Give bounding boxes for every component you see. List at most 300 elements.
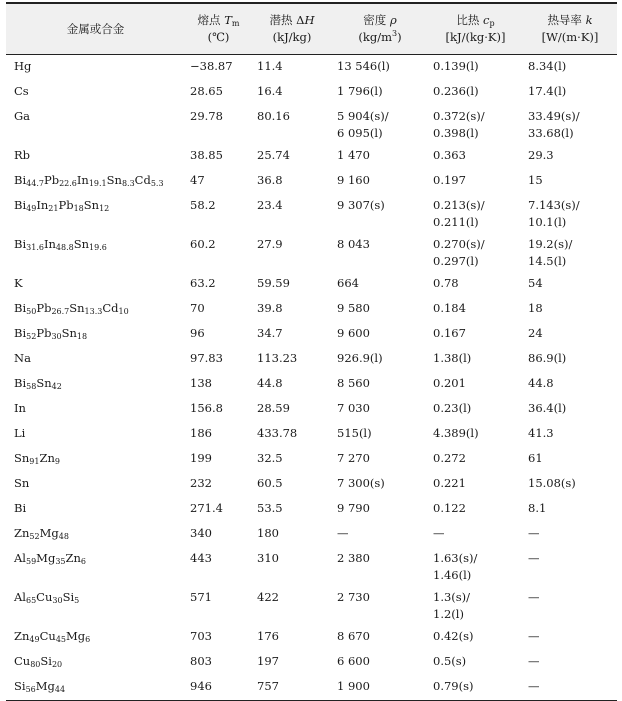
element-symbol: Cs	[14, 84, 29, 98]
element-symbol: In	[36, 198, 49, 212]
cell-line: 7 030	[337, 401, 370, 415]
element-symbol: Mg	[35, 679, 55, 693]
element-symbol: Bi	[14, 173, 27, 187]
melting-point-cell: 199	[190, 451, 212, 465]
table-row	[6, 233, 617, 272]
element-fraction: 21	[48, 204, 59, 213]
conductivity-cell	[523, 586, 617, 625]
density-cell	[332, 105, 428, 144]
density-cell	[332, 422, 428, 447]
material-name-cell	[6, 522, 185, 547]
header-specific-heat-label: 比热	[456, 13, 480, 27]
cell-line: 44.8	[528, 376, 554, 390]
element-symbol: Zn	[65, 551, 81, 565]
element-fraction: 91	[29, 457, 40, 466]
element-symbol: Hg	[14, 59, 32, 73]
header-latent-label: 潜热 Δ	[269, 13, 305, 27]
header-density-symbol: ρ	[389, 13, 397, 27]
melting-point-cell: 571	[190, 590, 212, 604]
header-melting-symbol: T	[224, 13, 232, 27]
cell-line: 24	[528, 326, 543, 340]
cell-line: 926.9(l)	[337, 351, 383, 365]
element-fraction: 18	[73, 204, 84, 213]
cell-line: 0.5(s)	[433, 654, 467, 668]
element-symbol: Mg	[36, 551, 56, 565]
element-symbol: Li	[14, 426, 26, 440]
cell-line: 15	[528, 173, 543, 187]
cell-line: 54	[528, 276, 543, 290]
header-melting-sub: m	[231, 19, 240, 28]
melting-point-cell: 271.4	[190, 501, 223, 515]
cell-line: 0.122	[433, 501, 466, 515]
latent-heat-cell: 23.4	[257, 198, 283, 212]
cell-line: 1 900	[337, 679, 370, 693]
melting-point-cell: 28.65	[190, 84, 223, 98]
latent-heat-cell: 80.16	[257, 109, 290, 123]
cell-line: 0.184	[433, 301, 466, 315]
cell-line: 36.4(l)	[528, 401, 567, 415]
density-cell	[332, 80, 428, 105]
element-fraction: 10	[118, 307, 129, 316]
header-latent-heat	[252, 3, 332, 55]
element-fraction: 8.3	[121, 179, 135, 188]
melting-point-cell: 156.8	[190, 401, 223, 415]
cell-line: —	[528, 654, 540, 668]
latent-heat-cell: 113.23	[257, 351, 298, 365]
header-material	[6, 3, 185, 55]
conductivity-cell	[523, 105, 617, 144]
specific-heat-cell	[428, 169, 523, 194]
element-fraction: 30	[52, 596, 63, 605]
header-density	[332, 3, 428, 55]
cell-line: 86.9(l)	[528, 351, 567, 365]
cell-line: —	[528, 551, 540, 565]
density-cell	[332, 650, 428, 675]
element-fraction: 6	[80, 557, 86, 566]
element-fraction: 58	[26, 382, 37, 391]
element-symbol: Bi	[14, 376, 27, 390]
element-fraction: 49	[26, 204, 37, 213]
cell-line: 9 790	[337, 501, 370, 515]
melting-point-cell: 138	[190, 376, 212, 390]
latent-heat-cell: 422	[257, 590, 279, 604]
density-cell	[332, 322, 428, 347]
density-cell	[332, 347, 428, 372]
density-cell	[332, 194, 428, 233]
header-density-unit-text: (kg/m	[358, 30, 392, 44]
table-row	[6, 297, 617, 322]
cell-line: 9 160	[337, 173, 370, 187]
element-symbol: Bi	[14, 198, 27, 212]
table-body	[6, 55, 617, 701]
cell-line: 18	[528, 301, 543, 315]
cell-line: 7.143(s)/	[528, 198, 580, 212]
density-cell	[332, 55, 428, 81]
latent-heat-cell: 25.74	[257, 148, 290, 162]
element-symbol: Pb	[36, 326, 52, 340]
element-symbol: Cd	[102, 301, 119, 315]
latent-heat-cell: 59.59	[257, 276, 290, 290]
density-cell	[332, 547, 428, 586]
table-row	[6, 586, 617, 625]
conductivity-cell	[523, 169, 617, 194]
cell-line: 0.78	[433, 276, 459, 290]
header-conductivity-symbol: k	[585, 13, 593, 27]
conductivity-cell	[523, 650, 617, 675]
table-row	[6, 397, 617, 422]
element-fraction: 18	[76, 332, 88, 341]
conductivity-cell	[523, 497, 617, 522]
cell-line: 4.389(l)	[433, 426, 479, 440]
element-fraction: 42	[51, 382, 62, 391]
element-fraction: 56	[25, 685, 36, 694]
element-symbol: Zn	[14, 526, 30, 540]
density-cell	[332, 625, 428, 650]
element-fraction: 59	[25, 557, 37, 566]
cell-line: 0.372(s)/	[433, 109, 485, 123]
element-symbol: Bi	[14, 237, 27, 251]
latent-heat-cell: 176	[257, 629, 279, 643]
density-cell	[332, 522, 428, 547]
specific-heat-cell	[428, 144, 523, 169]
specific-heat-cell	[428, 675, 523, 701]
header-specific-heat-unit: [kJ/(kg·K)]	[445, 30, 506, 44]
material-name-cell	[6, 547, 185, 586]
alloy-properties-table	[6, 2, 617, 701]
latent-heat-cell: 32.5	[257, 451, 283, 465]
element-fraction: 48.8	[55, 243, 74, 252]
header-melting-label: 熔点	[197, 13, 221, 27]
cell-line: 6 095(l)	[337, 126, 383, 140]
element-fraction: 19.6	[89, 243, 107, 252]
element-fraction: 13.3	[84, 307, 103, 316]
table-row	[6, 194, 617, 233]
cell-line: 0.221	[433, 476, 466, 490]
table-row	[6, 447, 617, 472]
element-fraction: 80	[30, 660, 41, 669]
cell-line: 0.398(l)	[433, 126, 479, 140]
cell-line: 0.23(l)	[433, 401, 472, 415]
material-name-cell	[6, 347, 185, 372]
element-symbol: Pb	[58, 198, 74, 212]
header-melting-point	[185, 3, 252, 55]
element-symbol: Pb	[43, 173, 60, 187]
cell-line: —	[528, 590, 540, 604]
cell-line: 664	[337, 276, 359, 290]
table-row	[6, 422, 617, 447]
cell-line: 41.3	[528, 426, 554, 440]
cell-line: 29.3	[528, 148, 554, 162]
table-header	[6, 3, 617, 55]
density-cell	[332, 372, 428, 397]
melting-point-cell: 47	[190, 173, 205, 187]
specific-heat-cell	[428, 522, 523, 547]
cell-line: —	[528, 526, 540, 540]
latent-heat-cell: 180	[257, 526, 279, 540]
melting-point-cell: 38.85	[190, 148, 223, 162]
cell-line: 0.297(l)	[433, 254, 479, 268]
melting-point-cell: 946	[190, 679, 212, 693]
cell-line: 7 300(s)	[337, 476, 385, 490]
conductivity-cell	[523, 522, 617, 547]
element-symbol: Al	[14, 590, 26, 604]
element-symbol: Mg	[39, 526, 59, 540]
cell-line: 0.363	[433, 148, 466, 162]
latent-heat-cell: 36.8	[257, 173, 283, 187]
material-name-cell	[6, 194, 185, 233]
cell-line: 2 380	[337, 551, 370, 565]
element-fraction: 20	[51, 660, 63, 669]
cell-line: 0.42(s)	[433, 629, 474, 643]
header-density-unit	[332, 29, 428, 46]
latent-heat-cell: 60.5	[257, 476, 283, 490]
cell-line: 0.211(l)	[433, 215, 479, 229]
density-cell	[332, 144, 428, 169]
cell-line: 19.2(s)/	[528, 237, 573, 251]
cell-line: 1.63(s)/	[433, 551, 478, 565]
latent-heat-cell: 11.4	[257, 59, 283, 73]
header-density-unit-sup: 3	[392, 29, 398, 39]
material-name-cell	[6, 322, 185, 347]
cell-line: 0.270(s)/	[433, 237, 485, 251]
material-name-cell	[6, 297, 185, 322]
element-symbol: Sn	[83, 198, 100, 212]
latent-heat-cell: 39.8	[257, 301, 283, 315]
element-fraction: 52	[29, 532, 40, 541]
density-cell	[332, 675, 428, 701]
header-specific-heat-symbol: c	[483, 13, 490, 27]
element-fraction: 49	[29, 635, 40, 644]
specific-heat-cell	[428, 586, 523, 625]
material-name-cell	[6, 650, 185, 675]
element-fraction: 65	[25, 596, 37, 605]
element-fraction: 45	[55, 635, 66, 644]
specific-heat-cell	[428, 347, 523, 372]
specific-heat-cell	[428, 497, 523, 522]
element-fraction: 12	[99, 204, 110, 213]
element-fraction: 35	[55, 557, 66, 566]
material-name-cell	[6, 397, 185, 422]
specific-heat-cell	[428, 105, 523, 144]
latent-heat-cell: 16.4	[257, 84, 283, 98]
element-symbol: Al	[14, 551, 26, 565]
element-fraction: 50	[26, 307, 37, 316]
material-name-cell	[6, 144, 185, 169]
specific-heat-cell	[428, 472, 523, 497]
cell-line: 1 796(l)	[337, 84, 383, 98]
element-symbol: Pb	[36, 301, 52, 315]
element-symbol: Bi	[14, 301, 27, 315]
cell-line: —	[433, 526, 445, 540]
cell-line: 0.236(l)	[433, 84, 479, 98]
latent-heat-cell: 44.8	[257, 376, 283, 390]
element-fraction: 5	[74, 596, 80, 605]
element-symbol: Si	[14, 679, 26, 693]
element-fraction: 31.6	[26, 243, 44, 252]
table-row	[6, 144, 617, 169]
specific-heat-cell	[428, 297, 523, 322]
cell-line: 8 560	[337, 376, 370, 390]
element-symbol: Zn	[14, 629, 30, 643]
element-symbol: In	[14, 401, 26, 415]
element-symbol: Cd	[134, 173, 151, 187]
material-name-cell	[6, 675, 185, 701]
cell-line: —	[528, 629, 540, 643]
melting-point-cell: 443	[190, 551, 212, 565]
conductivity-cell	[523, 472, 617, 497]
latent-heat-cell: 53.5	[257, 501, 283, 515]
cell-line: 0.167	[433, 326, 466, 340]
melting-point-cell: 96	[190, 326, 205, 340]
cell-line: 1 470	[337, 148, 370, 162]
latent-heat-cell: 27.9	[257, 237, 283, 251]
cell-line: 7 270	[337, 451, 370, 465]
specific-heat-cell	[428, 55, 523, 81]
material-name-cell	[6, 625, 185, 650]
table-row	[6, 547, 617, 586]
cell-line: 33.49(s)/	[528, 109, 580, 123]
specific-heat-cell	[428, 650, 523, 675]
table-row	[6, 55, 617, 81]
conductivity-cell	[523, 347, 617, 372]
cell-line: 13 546(l)	[337, 59, 390, 73]
conductivity-cell	[523, 322, 617, 347]
element-symbol: Sn	[14, 451, 30, 465]
cell-line: 0.139(l)	[433, 59, 479, 73]
table-row	[6, 625, 617, 650]
cell-line: 1.2(l)	[433, 607, 464, 621]
melting-point-cell: 29.78	[190, 109, 223, 123]
conductivity-cell	[523, 625, 617, 650]
cell-line: 15.08(s)	[528, 476, 576, 490]
specific-heat-cell	[428, 625, 523, 650]
header-material-label: 金属或合金	[66, 21, 125, 36]
element-symbol: Mg	[66, 629, 86, 643]
conductivity-cell	[523, 422, 617, 447]
element-symbol: Si	[62, 590, 75, 604]
element-symbol: In	[43, 237, 56, 251]
header-density-label: 密度	[363, 13, 387, 27]
cell-line: 17.4(l)	[528, 84, 567, 98]
conductivity-cell	[523, 233, 617, 272]
cell-line: 6 600	[337, 654, 370, 668]
specific-heat-cell	[428, 422, 523, 447]
header-specific-heat-sub: p	[489, 19, 495, 28]
melting-point-cell: 58.2	[190, 198, 216, 212]
header-conductivity-label: 热导率	[547, 13, 582, 27]
table-row	[6, 272, 617, 297]
specific-heat-cell	[428, 80, 523, 105]
material-name-cell	[6, 272, 185, 297]
material-name-cell	[6, 55, 185, 81]
specific-heat-cell	[428, 547, 523, 586]
table-row	[6, 372, 617, 397]
material-name-cell	[6, 472, 185, 497]
element-symbol: Cu	[36, 590, 53, 604]
cell-line: 0.272	[433, 451, 466, 465]
latent-heat-cell: 757	[257, 679, 279, 693]
cell-line: 8.34(l)	[528, 59, 567, 73]
cell-line: 8.1	[528, 501, 547, 515]
cell-line: 10.1(l)	[528, 215, 567, 229]
table-row	[6, 497, 617, 522]
table-row	[6, 169, 617, 194]
density-cell	[332, 397, 428, 422]
header-specific-heat	[428, 3, 523, 55]
element-symbol: Sn	[69, 301, 85, 315]
element-symbol: Ga	[14, 109, 31, 123]
cell-line: 1.3(s)/	[433, 590, 471, 604]
cell-line: 2 730	[337, 590, 370, 604]
table-row	[6, 675, 617, 701]
material-name-cell	[6, 586, 185, 625]
material-name-cell	[6, 105, 185, 144]
header-latent-symbol: H	[304, 13, 315, 27]
melting-point-cell: 340	[190, 526, 212, 540]
specific-heat-cell	[428, 372, 523, 397]
cell-line: 61	[528, 451, 543, 465]
latent-heat-cell: 28.59	[257, 401, 290, 415]
density-cell	[332, 272, 428, 297]
element-symbol: Cu	[14, 654, 31, 668]
element-fraction: 6	[85, 635, 91, 644]
cell-line: 14.5(l)	[528, 254, 567, 268]
cell-line: 0.79(s)	[433, 679, 474, 693]
header-latent-unit: (kJ/kg)	[272, 30, 312, 44]
cell-line: 1.38(l)	[433, 351, 472, 365]
cell-line: 8 043	[337, 237, 370, 251]
table-row	[6, 105, 617, 144]
conductivity-cell	[523, 675, 617, 701]
element-fraction: 9	[54, 457, 60, 466]
material-name-cell	[6, 447, 185, 472]
latent-heat-cell: 34.7	[257, 326, 283, 340]
element-symbol: K	[14, 276, 23, 290]
latent-heat-cell: 310	[257, 551, 279, 565]
table-row	[6, 522, 617, 547]
material-name-cell	[6, 372, 185, 397]
melting-point-cell: 186	[190, 426, 212, 440]
density-cell	[332, 586, 428, 625]
element-fraction: 19.1	[88, 179, 107, 188]
conductivity-cell	[523, 447, 617, 472]
conductivity-cell	[523, 547, 617, 586]
density-cell	[332, 472, 428, 497]
element-fraction: 44.7	[26, 179, 44, 188]
element-fraction: 52	[26, 332, 37, 341]
melting-point-cell: 97.83	[190, 351, 223, 365]
element-fraction: 48	[58, 532, 69, 541]
material-name-cell	[6, 497, 185, 522]
cell-line: 0.197	[433, 173, 466, 187]
conductivity-cell	[523, 297, 617, 322]
element-symbol: Sn	[106, 173, 122, 187]
melting-point-cell: 70	[190, 301, 205, 315]
cell-line: 8 670	[337, 629, 370, 643]
header-conductivity	[523, 3, 617, 55]
specific-heat-cell	[428, 322, 523, 347]
latent-heat-cell: 197	[257, 654, 279, 668]
specific-heat-cell	[428, 194, 523, 233]
conductivity-cell	[523, 194, 617, 233]
element-symbol: Cu	[39, 629, 56, 643]
element-fraction: 5.3	[150, 179, 164, 188]
cell-line: 0.213(s)/	[433, 198, 485, 212]
element-fraction: 30	[51, 332, 62, 341]
table-row	[6, 472, 617, 497]
melting-point-cell: 63.2	[190, 276, 216, 290]
cell-line: 515(l)	[337, 426, 372, 440]
